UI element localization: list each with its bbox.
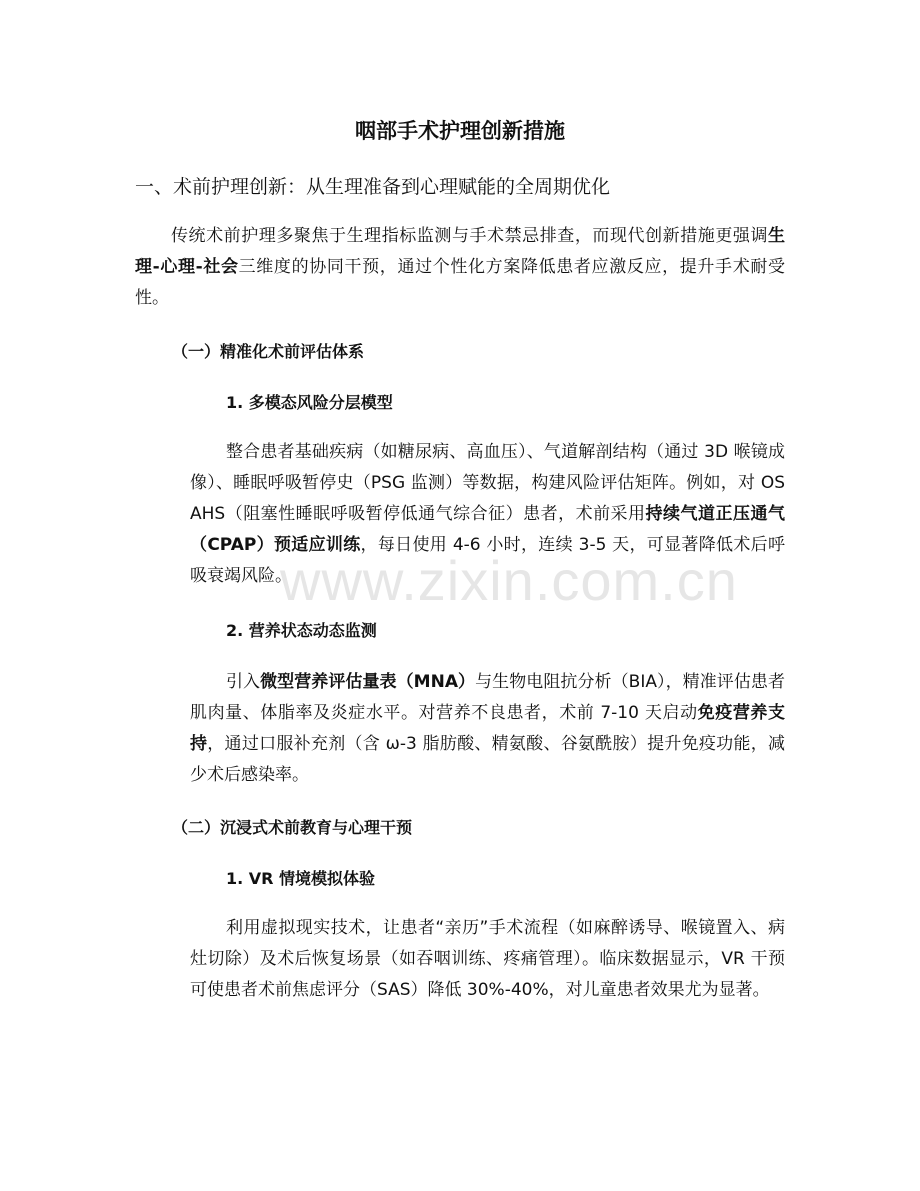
item3-text-a: 利用虚拟现实技术，让患者“亲历”手术流程（如麻醉诱导、喉镜置入、病灶切除）及术后恢复场景（如吞咽训练、疼痛管理）。临床数据显示，VR 干预可使患者术前焦虑评分（SAS）降低 30%-40%，对儿童患者效果尤为显著。 [190,918,785,1000]
item1-paragraph [190,437,785,592]
item2-bold-b: 免疫营养支持 [190,703,785,754]
item1-heading: 1. 多模态风险分层模型 [226,393,393,412]
intro-text-b: 三维度的协同干预，通过个性化方案降低患者应激反应，提升手术耐受性。 [135,257,785,308]
section1-heading: 一、术前护理创新：从生理准备到心理赋能的全周期优化 [135,176,611,198]
intro-paragraph [135,221,785,314]
item2-text-b: 与生物电阻抗分析（BIA），精准评估患者肌肉量、体脂率及炎症水平。对营养不良患者，术前 7-10 天启动 [190,672,785,723]
item1-text-b: ，每日使用 4-6 小时，连续 3-5 天，可显著降低术后呼吸衰竭风险。 [190,535,785,586]
item3-heading: 1. VR 情境模拟体验 [226,869,376,888]
intro-text-a: 传统术前护理多聚焦于生理指标监测与手术禁忌排查，而现代创新措施更强调 [171,226,768,246]
item1-bold-a: 持续气道正压通气（CPAP）预适应训练 [190,504,786,555]
intro-bold-a: 生理-心理-社会 [135,226,785,277]
subsection2-heading: （二）沉浸式术前教育与心理干预 [172,818,413,837]
page-title: 咽部手术护理创新措施 [355,119,565,143]
item2-paragraph [190,667,785,791]
item2-heading: 2. 营养状态动态监测 [226,621,377,640]
item2-bold-a: 微型营养评估量表（MNA） [260,672,476,692]
item2-text-a: 引入 [226,672,261,692]
watermark: www.zixin.com.cn [280,549,738,612]
item1-text-a: 整合患者基础疾病（如糖尿病、高血压）、气道解剖结构（通过 3D 喉镜成像）、睡眠呼吸暂停史（PSG 监测）等数据，构建风险评估矩阵。例如，对 OSAHS（阻塞性睡眠呼吸暂停低通气综合征）患者，术前采用 [190,442,785,524]
item3-paragraph [190,913,785,1006]
item2-text-c: ，通过口服补充剂（含 ω-3 脂肪酸、精氨酸、谷氨酰胺）提升免疫功能，减少术后感染率。 [190,734,786,785]
subsection1-heading: （一）精准化术前评估体系 [172,342,365,361]
